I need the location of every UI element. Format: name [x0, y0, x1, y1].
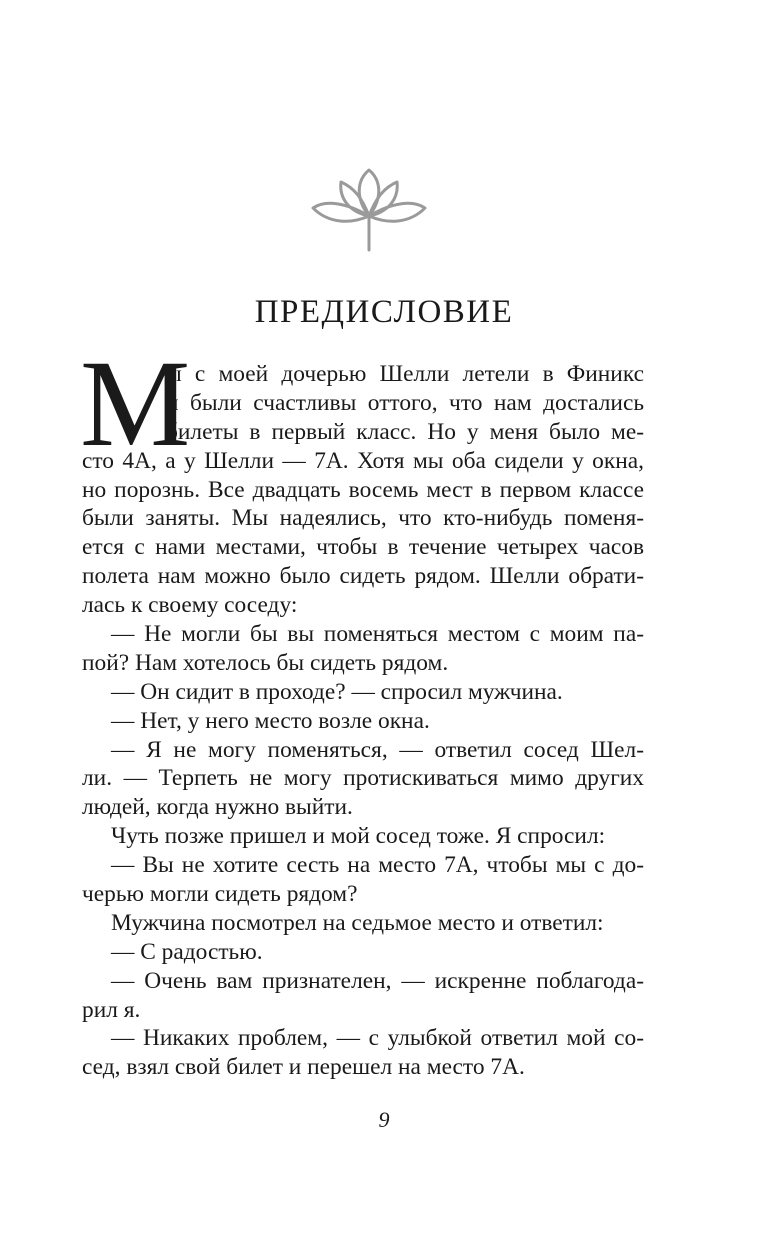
text-line: полета нам можно было сидеть рядом. Шелли обрати-: [82, 563, 644, 590]
text-line: — С радостью.: [111, 938, 263, 965]
text-line: сто 4А, а у Шелли — 7А. Хотя мы оба сидели у окна,: [82, 447, 644, 474]
text-line: пой? Нам хотелось бы сидеть рядом.: [82, 649, 449, 676]
text-line: черью могли сидеть рядом?: [82, 881, 358, 908]
text-line: билеты в первый класс. Но у меня было ме-: [166, 418, 644, 445]
text-line: — Очень вам признателен, — искренне поблагода-: [111, 967, 644, 994]
text-line: были заняты. Мы надеялись, что кто-нибудь поменя-: [82, 505, 644, 532]
text-line: ется с нами местами, чтобы в течение четырех часов: [82, 534, 644, 561]
text-line: но порознь. Все двадцать восемь мест в первом классе: [82, 476, 644, 503]
text-line: Чуть позже пришел и мой сосед тоже. Я спросил:: [111, 823, 606, 850]
text-line: лась к своему соседу:: [82, 592, 298, 619]
text-line: — Он сидит в проходе? — спросил мужчина.: [111, 678, 563, 705]
page-number: 9: [378, 1107, 390, 1132]
text-line: — Никаких проблем, — с улыбкой ответил мой со-: [111, 1025, 644, 1052]
text-line: и были счастливы оттого, что нам достались: [166, 389, 644, 416]
text-line: — Нет, у него место возле окна.: [111, 707, 430, 734]
chapter-title: ПРЕДИСЛОВИЕ: [254, 294, 514, 330]
text-line: сед, взял свой билет и перешел на место 7А.: [82, 1054, 525, 1081]
body-text: [82, 360, 644, 1082]
text-line: — Я не могу поменяться, — ответил сосед Шел-: [111, 736, 644, 763]
text-line: людей, когда нужно выйти.: [82, 794, 353, 821]
drop-cap: М: [80, 335, 191, 472]
text-line: ы с моей дочерью Шелли летели в Финикс: [166, 361, 644, 387]
lotus-icon: [311, 168, 427, 252]
text-line: ли. — Терпеть не могу протискиваться мимо других: [82, 765, 644, 792]
text-line: — Вы не хотите сесть на место 7А, чтобы мы с до-: [111, 852, 644, 879]
text-line: — Не могли бы вы поменяться местом с моим па-: [111, 621, 644, 648]
text-line: Мужчина посмотрел на седьмое место и ответил:: [111, 909, 604, 936]
text-line: рил я.: [82, 996, 141, 1023]
